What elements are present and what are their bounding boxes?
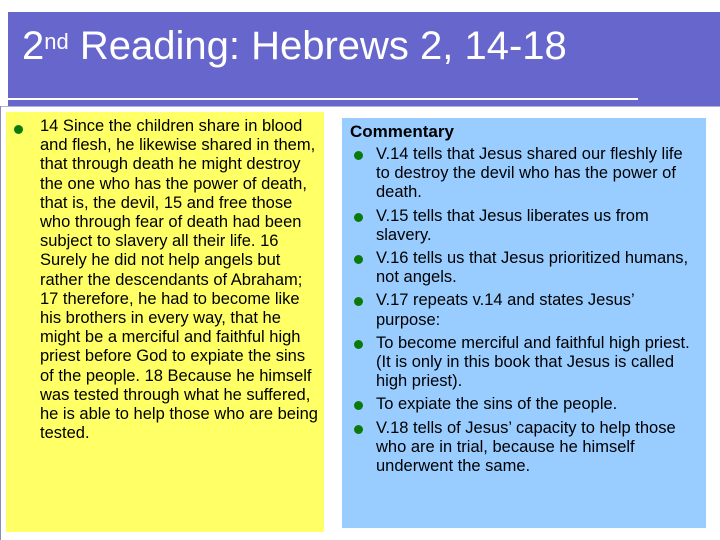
frame-divider — [0, 106, 720, 107]
commentary-item-text: To expiate the sins of the people. — [376, 395, 618, 414]
commentary-item — [352, 291, 700, 329]
bullet-dot-icon — [14, 125, 23, 134]
bullet-dot-icon — [354, 425, 363, 434]
commentary-item — [352, 334, 700, 392]
title-superscript: nd — [44, 29, 69, 54]
commentary-item-text: V.17 repeats v.14 and states Jesus’ purpose: — [376, 291, 635, 329]
commentary-item — [352, 145, 700, 203]
commentary-item-text: V.18 tells of Jesus’ capacity to help those who are in trial, because he himself underwent the same. — [376, 418, 676, 476]
slide-title — [22, 24, 567, 68]
commentary-list — [352, 145, 700, 480]
commentary-item-text: V.15 tells that Jesus liberates us from slavery. — [376, 206, 649, 244]
bullet-dot-icon — [354, 340, 363, 349]
commentary-item — [352, 395, 700, 414]
commentary-heading: Commentary — [350, 122, 454, 141]
bullet-dot-icon — [354, 213, 363, 222]
bullet-dot-icon — [354, 151, 363, 160]
commentary-item — [352, 207, 700, 245]
title-rest: Reading: Hebrews 2, 14-18 — [68, 24, 567, 68]
bullet-dot-icon — [354, 255, 363, 264]
commentary-item — [352, 419, 700, 477]
commentary-item — [352, 249, 700, 287]
title-prefix: 2 — [22, 24, 45, 68]
title-underline — [4, 98, 638, 100]
commentary-item-text: To become merciful and faithful high priest. (It is only in this book that Jesus is called high priest). — [376, 333, 690, 391]
commentary-item-text: V.14 tells that Jesus shared our fleshly life to destroy the devil who has the power of death. — [376, 145, 683, 202]
commentary-item-text: V.16 tells us that Jesus prioritized humans, not angels. — [376, 249, 689, 287]
scripture-text: 14 Since the children share in blood and flesh, he likewise shared in them, that through death he might destroy the one who has the power of death, that is, the devil, 15 and free those who through fear of death had been subject to slavery all their life. 16 Surely he did not help angels but rather the descendants of Abraham; 17 therefore, he had to become like his brothers in every way, that he might be a merciful and faithful high priest before God to expiate the sins of the people. 18 Because he himself was tested through what he suffered, he is able to help those who are being tested. — [40, 117, 318, 443]
bullet-dot-icon — [354, 401, 363, 410]
frame-left-edge — [0, 106, 1, 540]
bullet-dot-icon — [354, 297, 363, 306]
